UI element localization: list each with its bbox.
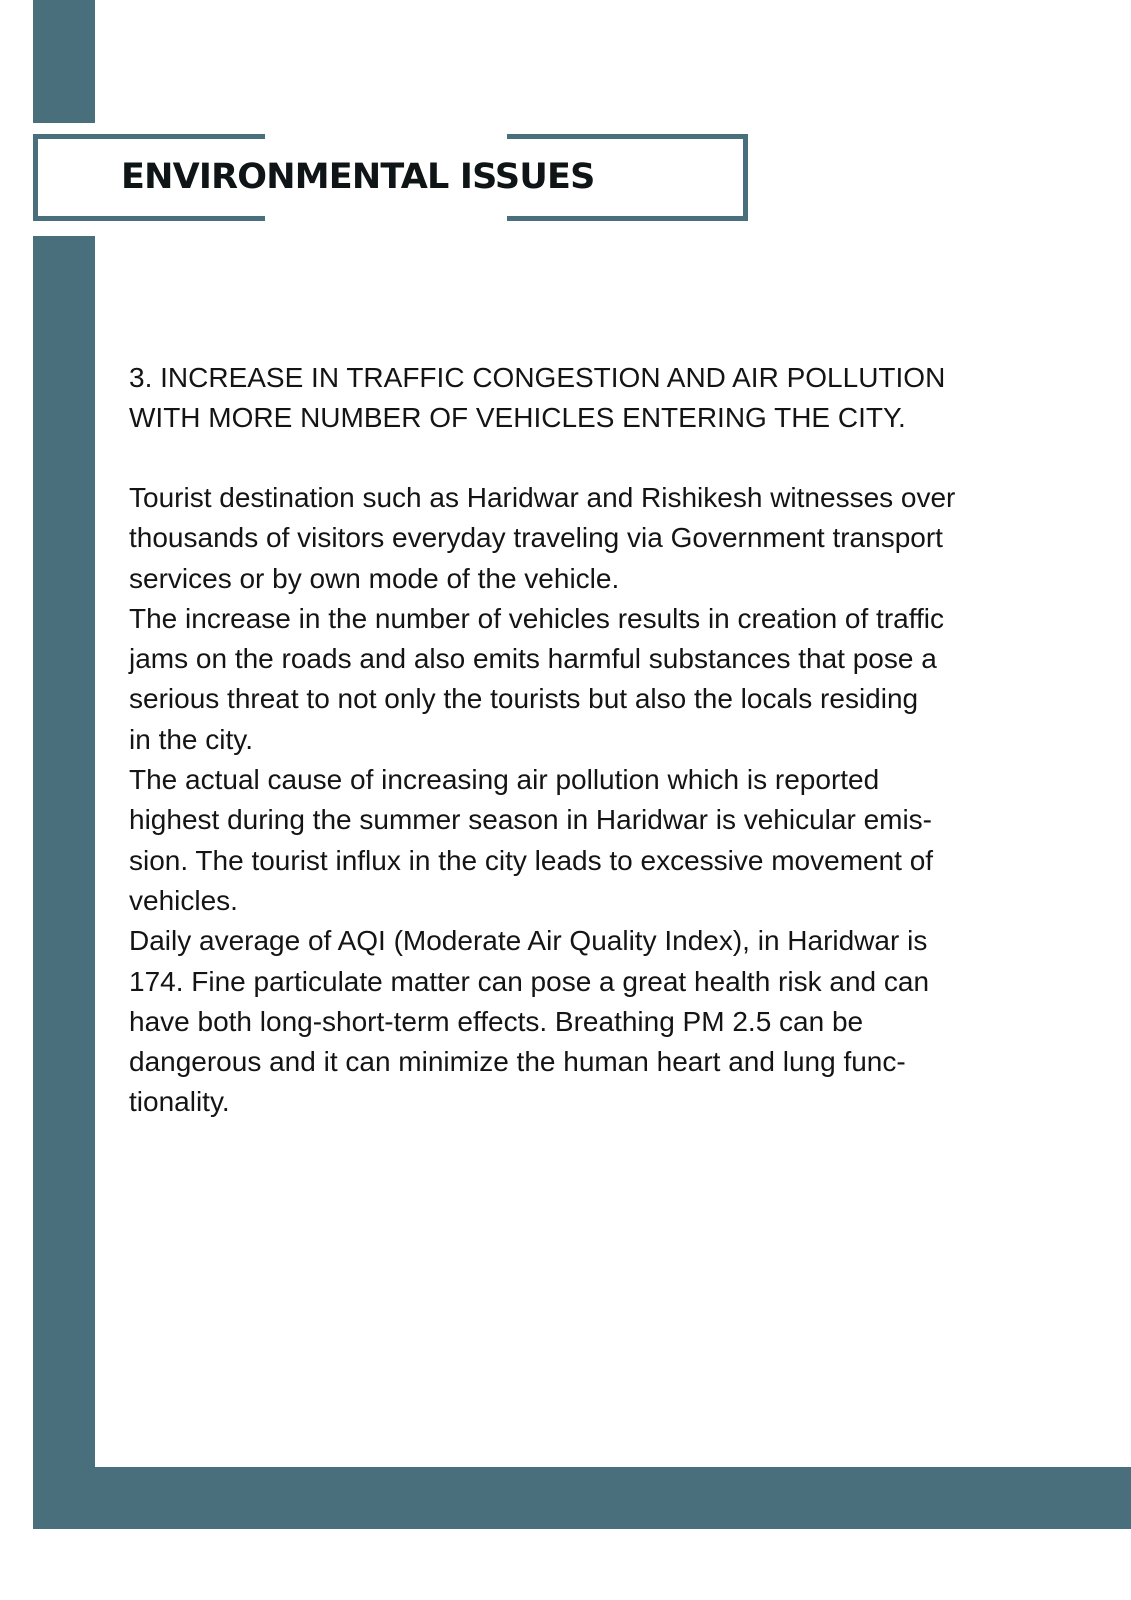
page-title: ENVIRONMENTAL ISSUES <box>121 157 595 197</box>
body-line: The increase in the number of vehicles results in creation of traffic <box>129 602 944 634</box>
bottom-accent-bar <box>33 1467 1131 1529</box>
frame-bottom-left-line <box>33 216 265 221</box>
section-body <box>129 478 1089 1123</box>
sidebar-accent-bar-top <box>33 0 95 123</box>
body-line: sion. The tourist influx in the city leads to excessive movement of <box>129 844 934 876</box>
body-line: thousands of visitors everyday traveling via Government transport <box>129 522 943 554</box>
body-line: Tourist destination such as Haridwar and Rishikesh witnesses over <box>129 482 956 513</box>
body-line: serious threat to not only the tourists but also the locals residing <box>129 683 919 715</box>
section-content <box>129 358 1089 1123</box>
body-line: services or by own mode of the vehicle. <box>129 562 620 594</box>
body-line: have both long-short-term effects. Breathing PM 2.5 can be <box>129 1005 864 1037</box>
body-line: The actual cause of increasing air pollution which is reported <box>129 764 880 796</box>
section-heading-line: WITH MORE NUMBER OF VEHICLES ENTERING THE CITY. <box>129 402 906 433</box>
body-line: Daily average of AQI (Moderate Air Quality Index), in Haridwar is <box>129 925 928 957</box>
frame-bottom-right-line <box>507 216 748 221</box>
frame-top-left-line <box>33 134 265 139</box>
body-line: jams on the roads and also emits harmful substances that pose a <box>129 643 937 675</box>
body-line: vehicles. <box>129 884 238 916</box>
section-heading-line: 3. INCREASE IN TRAFFIC CONGESTION AND AIR POLLUTION <box>129 362 946 393</box>
frame-right-line <box>743 134 748 221</box>
body-line: tionality. <box>129 1086 230 1118</box>
section-heading <box>129 358 1089 438</box>
body-line: dangerous and it can minimize the human heart and lung func- <box>129 1046 906 1078</box>
frame-top-right-line <box>507 134 748 139</box>
body-line: 174. Fine particulate matter can pose a great health risk and can <box>129 965 930 997</box>
body-line: in the city. <box>129 723 253 755</box>
body-line: highest during the summer season in Haridwar is vehicular emis- <box>129 804 933 836</box>
frame-left-line <box>33 134 38 221</box>
sidebar-accent-bar <box>33 236 95 1529</box>
